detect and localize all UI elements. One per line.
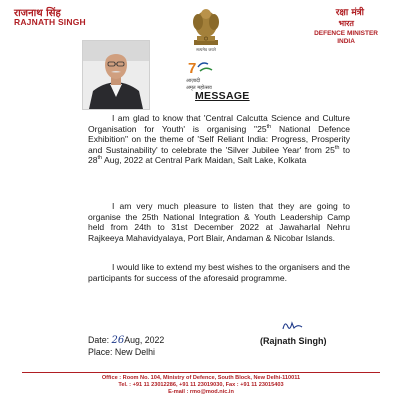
date-line bbox=[88, 335, 164, 346]
designation-english-line2: INDIA bbox=[337, 38, 355, 45]
signature-mark bbox=[280, 318, 306, 332]
signatory-name: (Rajnath Singh) bbox=[260, 336, 327, 346]
designation-hindi: रक्षा मंत्री bbox=[335, 8, 364, 18]
signature-icon bbox=[280, 318, 306, 332]
p1-part-b: National Defence Exhibition" on the theme of 'Self Reliant India: Progress, Prosperity and Sustainability' to celebrate the 'Silver Jubilee Year' from 25 bbox=[88, 123, 350, 155]
portrait-image bbox=[83, 41, 149, 109]
date-rest: Aug, 2022 bbox=[124, 335, 165, 345]
emblem-caption: सत्यमेव जयते bbox=[196, 47, 216, 52]
date-label: Date: bbox=[88, 335, 110, 345]
national-emblem-icon bbox=[186, 4, 226, 48]
footer-email: E-mail : rmo@mod.nic.in bbox=[168, 389, 234, 395]
footer-phone: Tel. : +91 11 23012286, +91 11 23019030, Fax : +91 11 23015403 bbox=[118, 382, 284, 388]
minister-name-hindi: राजनाथ सिंह bbox=[14, 8, 61, 19]
country-hindi: भारत bbox=[338, 19, 354, 28]
footer-divider bbox=[22, 372, 380, 373]
designation-english bbox=[314, 30, 378, 46]
designation-english-line1: DEFENCE MINISTER bbox=[314, 30, 378, 37]
p1-part-a: I am glad to know that 'Central Calcutta Science and Culture Organisation for Youth' is organising "25 bbox=[88, 113, 350, 134]
p1-part-c: to 28 bbox=[88, 144, 350, 165]
svg-text:अमृत महोत्सव: अमृत महोत्सव bbox=[186, 85, 212, 91]
minister-name-english: RAJNATH SINGH bbox=[14, 17, 86, 27]
footer-address: Office : Room No. 104, Ministry of Defence, South Block, New Delhi-110011 bbox=[101, 375, 301, 381]
message-paragraph-2: I am very much pleasure to listen that they are going to organise the 25th National Integration & Youth Leadership Camp held from 24th to 31st December 2022 at Jawaharlal Nehru Rajkeeya Mahavidyalaya, Port Blair, Andaman & Nicobar Islands. bbox=[88, 201, 350, 243]
p1-sup-a: th bbox=[266, 123, 272, 130]
p1-part-d: Aug, 2022 at Central Park Maidan, Salt Lake, Kolkata bbox=[102, 155, 307, 165]
svg-text:7: 7 bbox=[188, 60, 197, 77]
p1-sup-b: th bbox=[334, 144, 340, 151]
page-title: MESSAGE bbox=[195, 90, 250, 102]
message-paragraph-1 bbox=[88, 113, 350, 166]
p1-sup-c: th bbox=[97, 155, 103, 162]
header-right bbox=[260, 0, 400, 60]
place-line: Place: New Delhi bbox=[88, 347, 155, 357]
svg-text:आज़ादी: आज़ादी bbox=[186, 78, 201, 84]
message-paragraph-3: I would like to extend my best wishes to the organisers and the participants for success of the aforesaid programme. bbox=[88, 262, 350, 283]
date-day-handwritten: 26 bbox=[111, 335, 125, 346]
minister-portrait bbox=[82, 40, 150, 110]
